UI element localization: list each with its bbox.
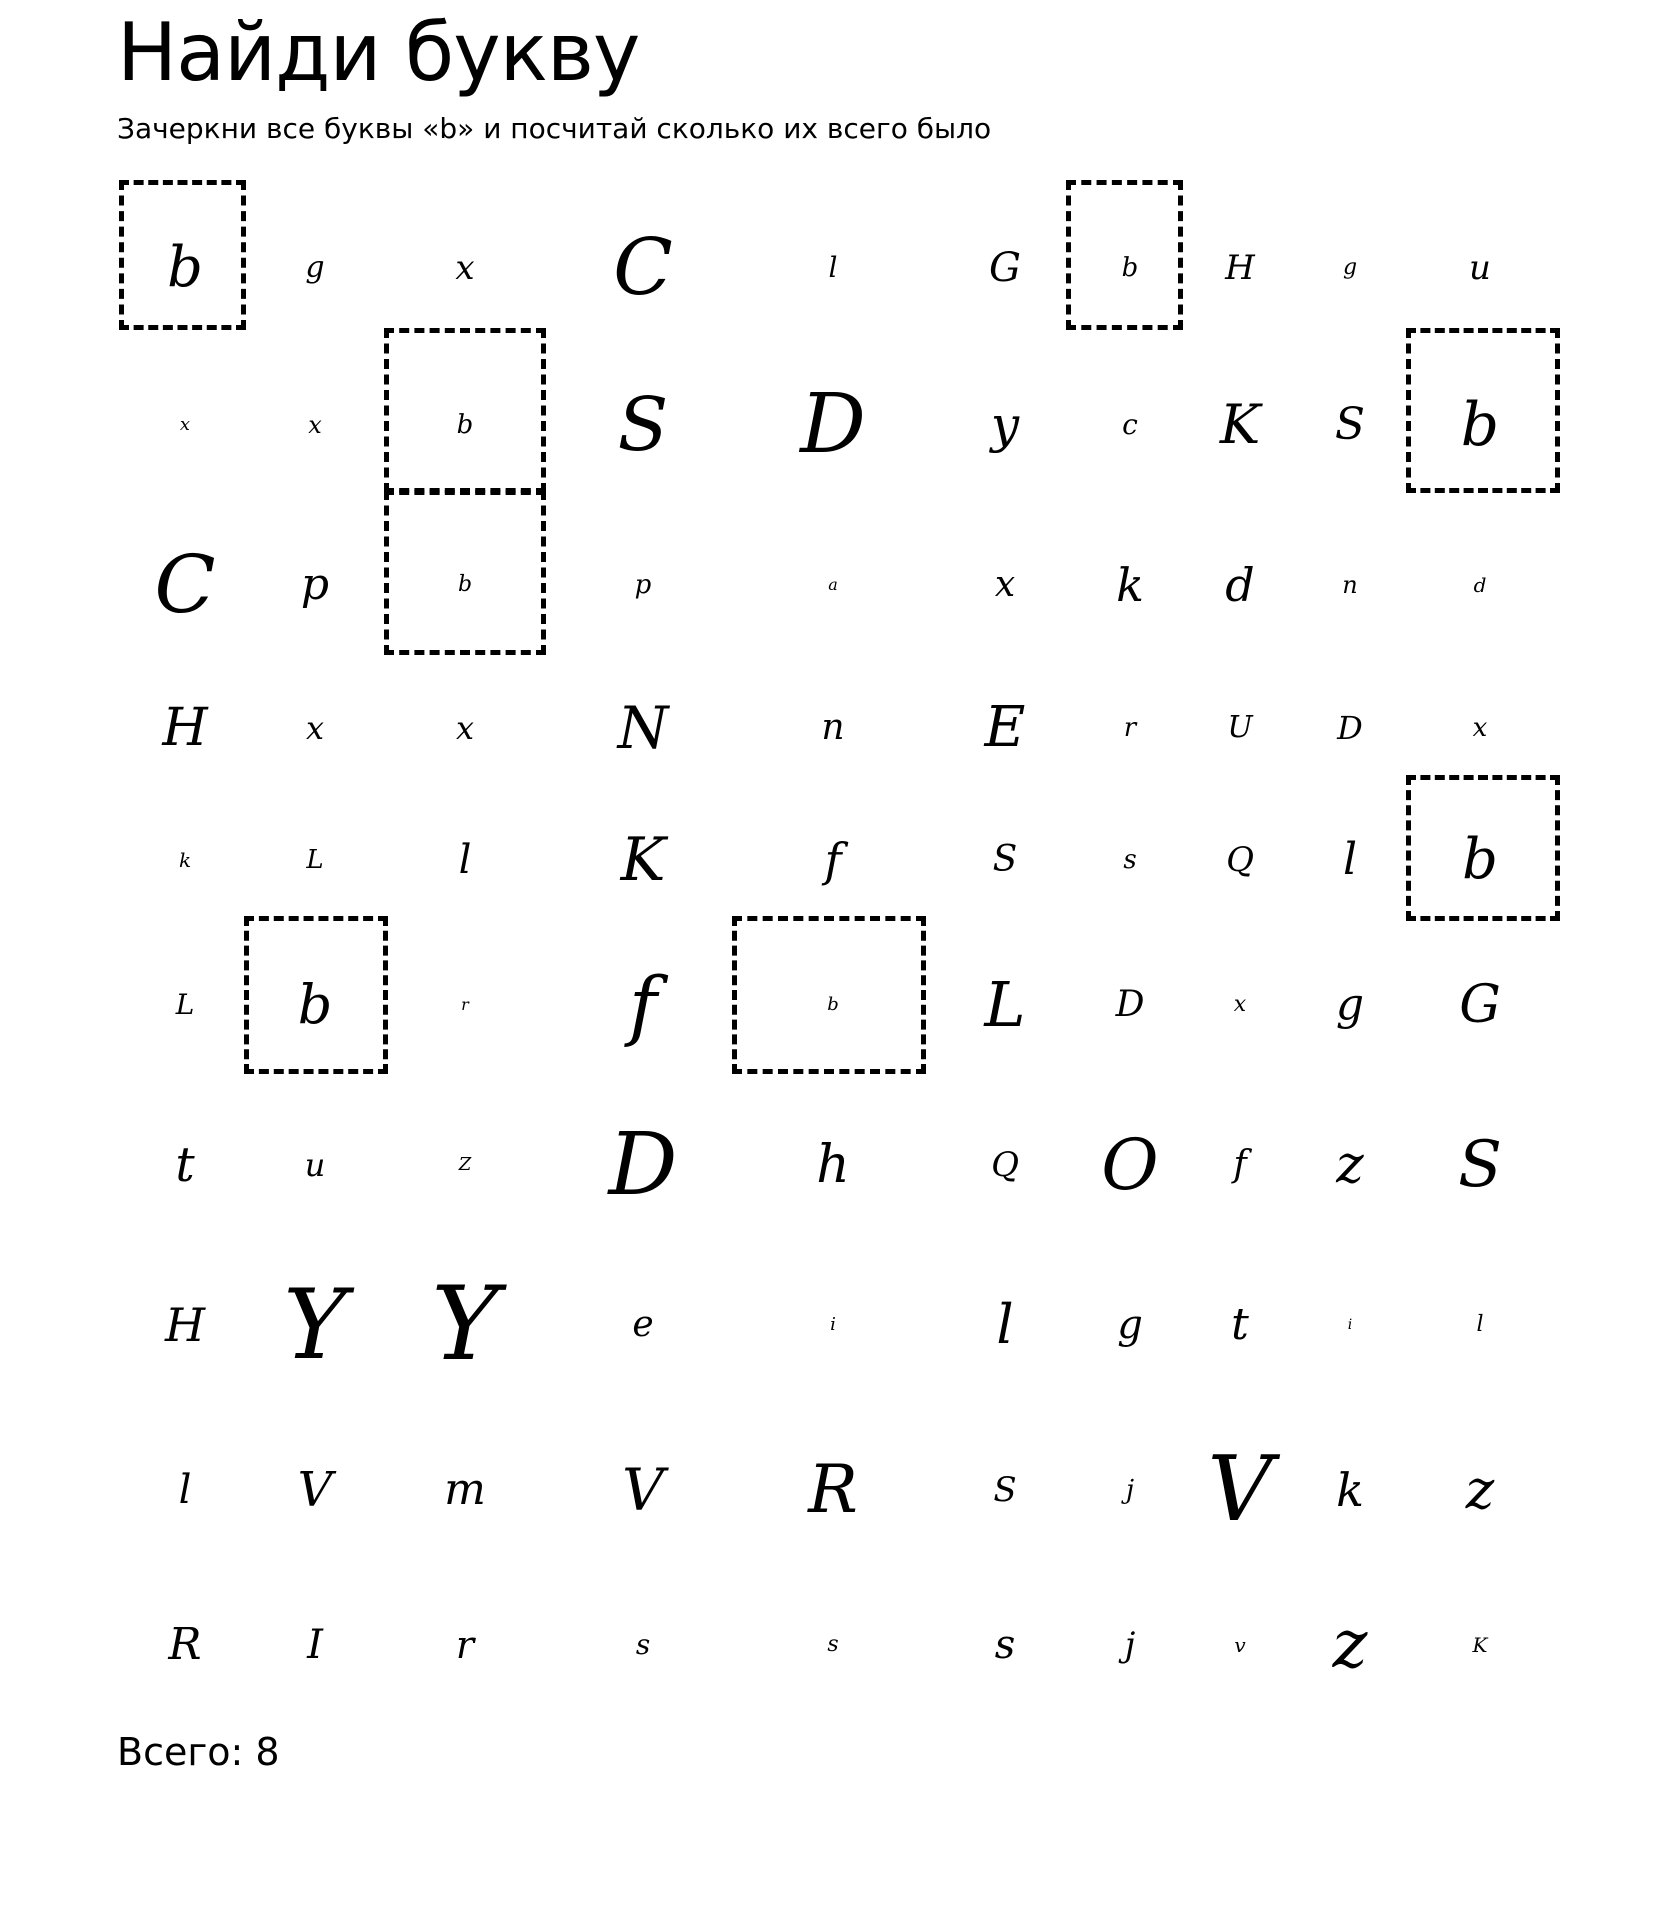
letter[interactable]: y [990,396,1020,454]
letter[interactable]: K [620,825,666,895]
letter[interactable]: z [1336,1135,1364,1195]
letter[interactable]: R [808,1451,858,1528]
letter[interactable]: D [1115,984,1145,1025]
letter[interactable]: k [1336,1463,1364,1517]
target-letter[interactable]: b [456,410,474,440]
letter[interactable]: s [994,1622,1016,1668]
found-letter-box [244,916,388,1074]
target-letter[interactable]: b [1121,253,1139,283]
letter[interactable]: N [617,694,669,762]
letter[interactable]: H [164,1298,206,1352]
target-letter[interactable]: b [827,994,839,1015]
letter[interactable]: r [455,1623,475,1667]
letter[interactable]: j [1125,1475,1135,1505]
letter[interactable]: s [1123,845,1137,875]
letter[interactable]: l [828,251,838,284]
letter[interactable]: l [458,837,472,883]
letter[interactable]: g [1335,979,1365,1030]
letter[interactable]: x [179,414,191,435]
letter[interactable]: z [1465,1458,1495,1521]
letter[interactable]: S [1458,1128,1502,1202]
letter[interactable]: s [635,1628,651,1661]
target-letter[interactable]: b [167,235,203,300]
found-letter-box [1406,328,1560,493]
found-letter-box [384,328,546,493]
letter[interactable]: x [994,564,1016,605]
letter[interactable]: t [1231,1299,1249,1350]
letter[interactable]: S [993,1470,1017,1510]
letter[interactable]: x [1233,992,1247,1017]
letter[interactable]: d [1225,558,1255,612]
letter[interactable]: x [305,709,325,747]
letter[interactable]: l [1342,834,1358,885]
letter[interactable]: l [1476,1312,1484,1337]
letter[interactable]: Y [431,1265,499,1384]
letter[interactable]: V [622,1456,664,1524]
letter[interactable]: n [1342,571,1358,599]
letter[interactable]: S [617,382,669,468]
found-letter-box [1066,180,1183,330]
letter[interactable]: f [628,960,658,1049]
letter[interactable]: i [830,1314,836,1335]
letter[interactable]: V [297,1462,333,1518]
letter[interactable]: I [307,1622,323,1668]
letter[interactable]: f [824,833,842,887]
letter[interactable]: R [168,1619,202,1670]
letter[interactable]: D [1337,709,1363,747]
page-title: Найди букву [117,6,640,99]
letter[interactable]: d [1473,573,1487,597]
letter[interactable]: U [1227,710,1253,745]
letter[interactable]: j [1124,1625,1136,1665]
found-letter-box [119,180,246,330]
letter[interactable]: Q [1226,840,1254,880]
letter[interactable]: p [634,570,652,600]
letter[interactable]: g [305,250,325,285]
letter[interactable]: K [1472,1633,1488,1657]
letter[interactable]: S [1334,399,1366,450]
target-letter[interactable]: b [297,973,333,1036]
target-letter[interactable]: b [1462,827,1498,892]
found-letter-box [732,916,926,1074]
letter[interactable]: h [816,1135,850,1195]
letter[interactable]: H [162,698,208,758]
letter[interactable]: p [300,559,330,610]
letter[interactable]: l [996,1293,1014,1356]
letter[interactable]: s [827,1632,839,1657]
letter[interactable]: e [632,1304,654,1345]
letter[interactable]: k [1116,558,1144,612]
found-letter-box [384,490,546,655]
letter[interactable]: G [989,245,1021,291]
letter[interactable]: E [984,695,1026,760]
letter[interactable]: g [1342,255,1358,280]
letter[interactable]: x [455,248,475,288]
letter[interactable]: a [828,575,838,594]
letter[interactable]: v [1234,1633,1246,1657]
letter[interactable]: D [800,377,866,472]
letter[interactable]: S [992,839,1018,880]
letter[interactable]: r [461,995,469,1014]
letter[interactable]: t [175,1137,195,1193]
letter[interactable]: D [608,1115,678,1215]
letter[interactable]: L [306,845,324,875]
instruction-text: Зачеркни все буквы «b» и посчитай сколько их всего было [117,112,992,145]
target-letter[interactable]: b [457,572,473,597]
target-letter[interactable]: b [1460,390,1500,460]
letter[interactable]: l [178,1467,192,1513]
letter[interactable]: G [1459,975,1501,1035]
letter[interactable]: m [444,1464,486,1515]
letter[interactable]: O [1101,1124,1159,1206]
found-letter-box [1406,775,1560,921]
letter[interactable]: L [175,988,195,1021]
letter[interactable]: K [1219,393,1261,456]
letter[interactable]: Y [283,1269,347,1381]
letter[interactable]: C [154,538,216,631]
letter[interactable]: V [1207,1437,1273,1542]
letter[interactable]: H [1225,248,1255,288]
letter[interactable]: Q [991,1145,1019,1185]
letter[interactable]: C [613,223,673,313]
letter[interactable]: r [1123,713,1137,743]
letter[interactable]: u [1469,248,1491,288]
letter[interactable]: c [1122,408,1138,441]
letter[interactable]: x [455,709,475,747]
letter[interactable]: z [1332,1606,1368,1683]
letter[interactable]: Z [458,1154,472,1175]
letter[interactable]: L [984,968,1026,1041]
letter[interactable]: x [1472,713,1488,743]
letter[interactable]: g [1117,1302,1143,1348]
total-count: Всего: 8 [117,1730,280,1774]
letter[interactable]: k [178,848,192,872]
letter[interactable]: n [821,707,845,748]
letter[interactable]: f [1233,1144,1247,1185]
letter[interactable]: u [304,1146,326,1184]
letter[interactable]: i [1347,1317,1353,1333]
letter[interactable]: x [308,411,322,439]
